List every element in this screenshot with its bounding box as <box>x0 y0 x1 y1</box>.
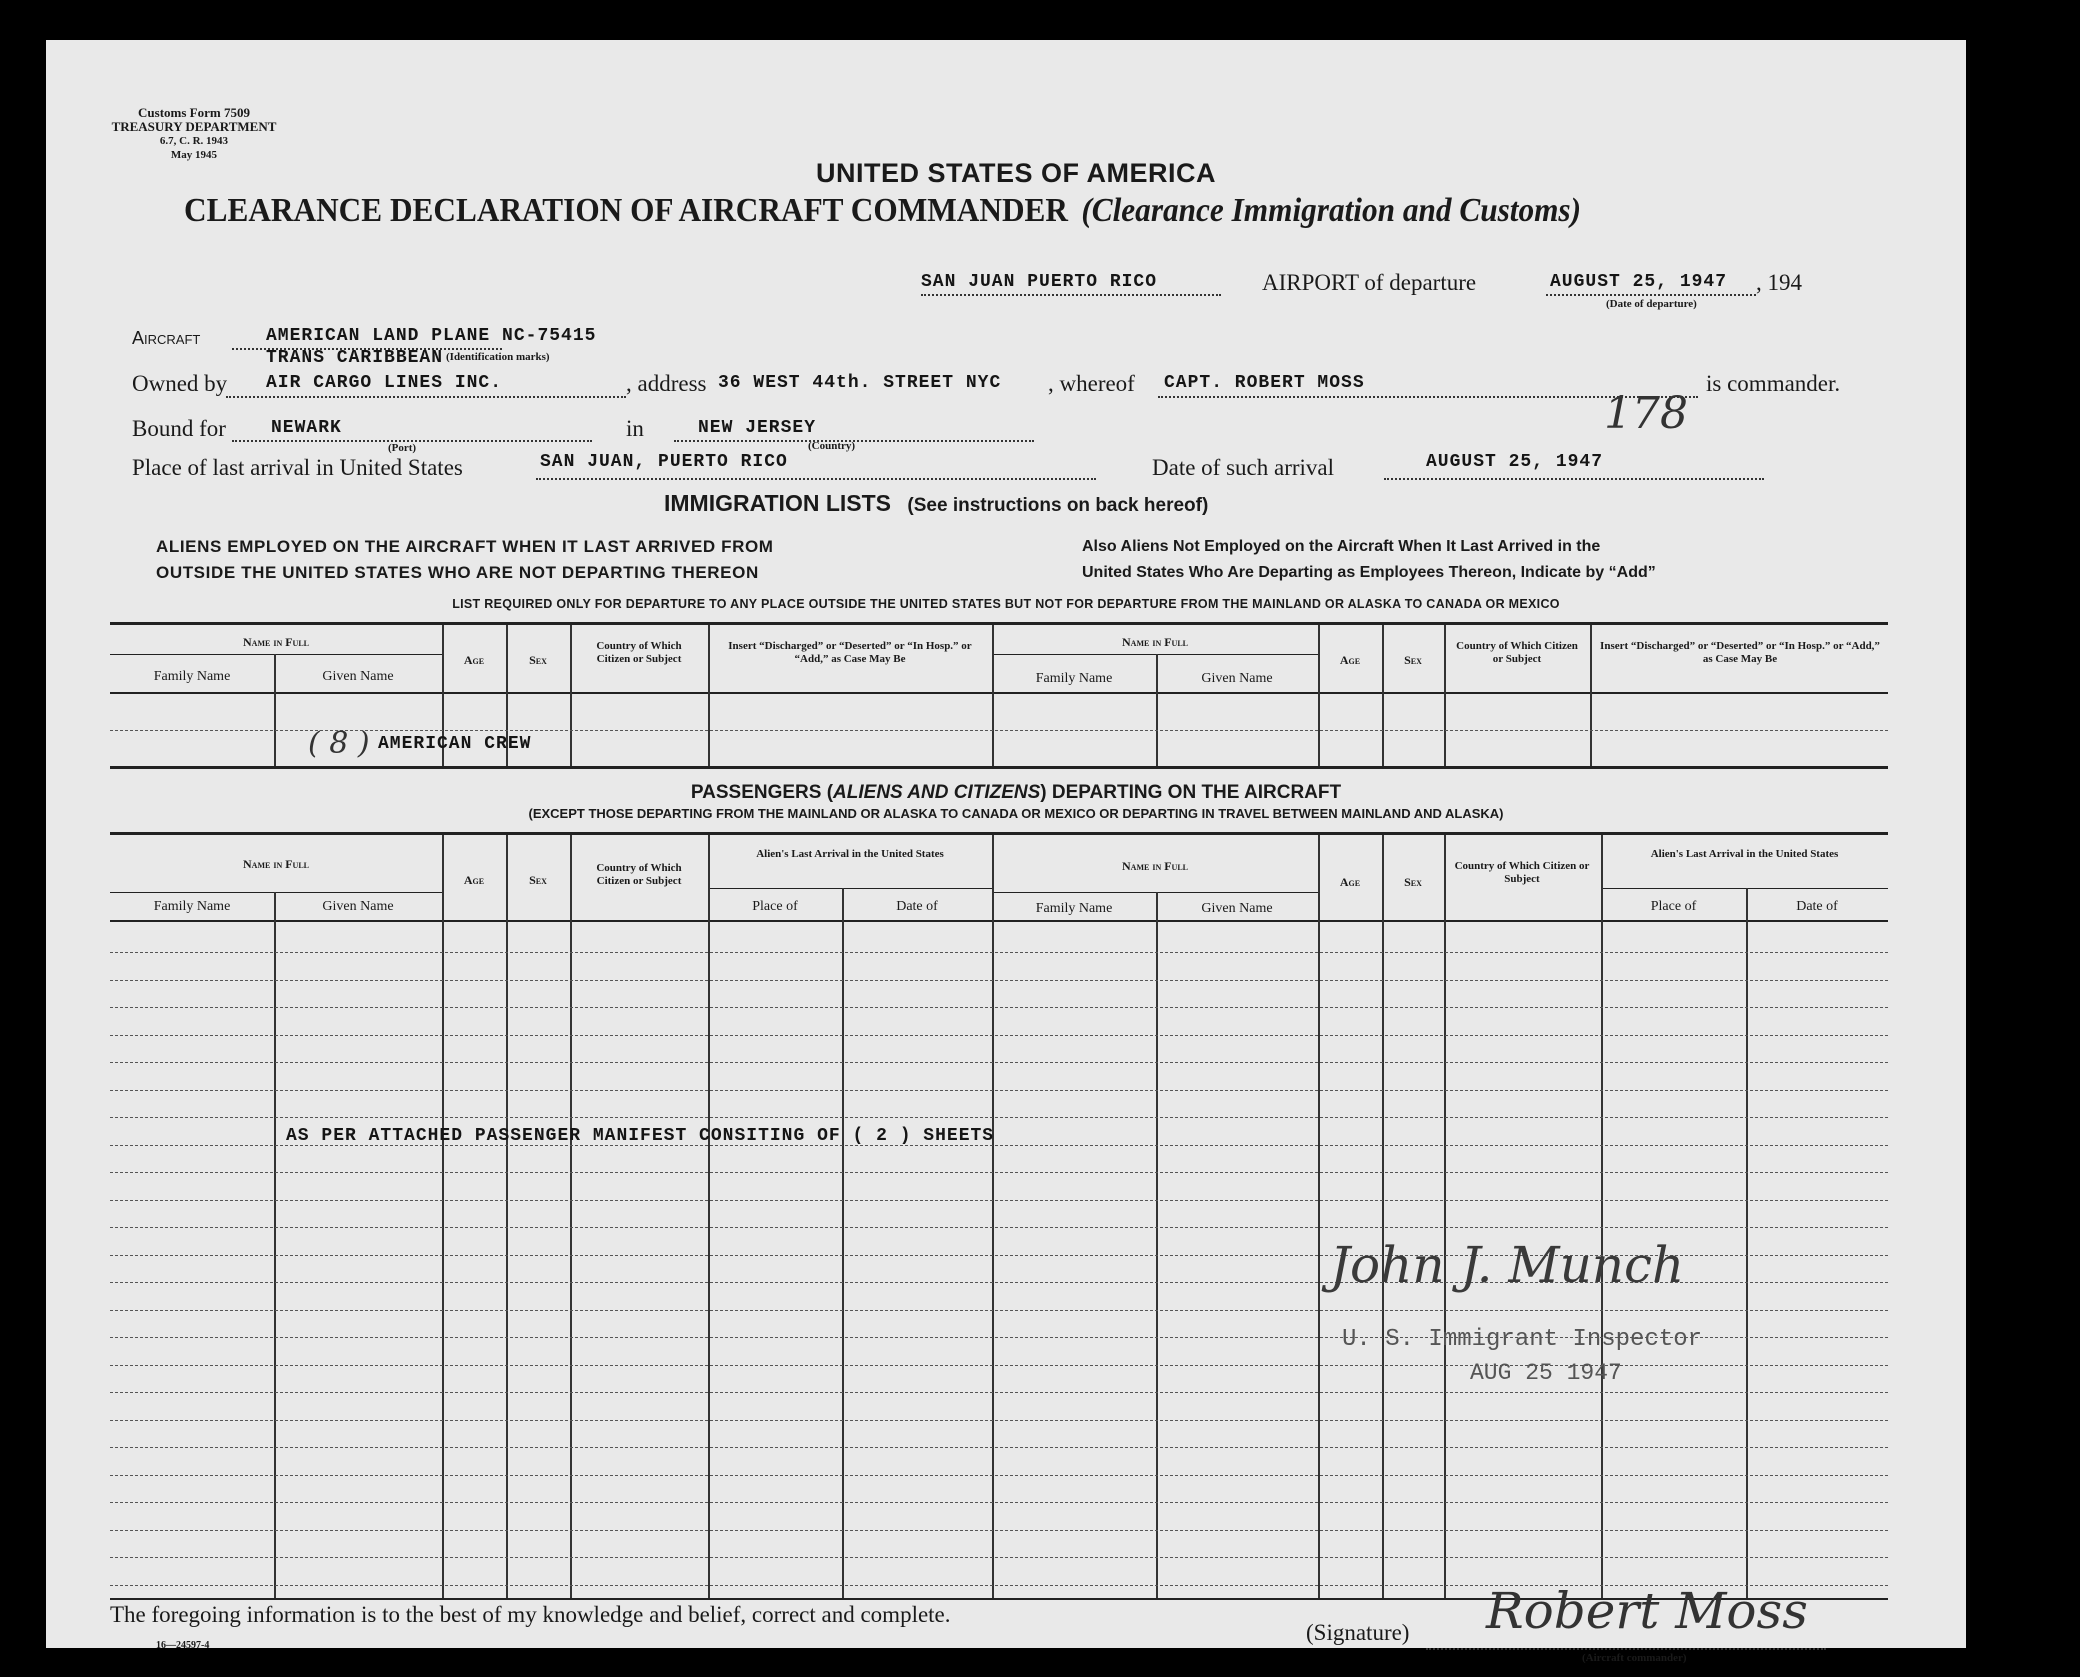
owner-address: 36 WEST 44th. STREET NYC <box>718 373 1002 393</box>
commander-signature: Robert Moss <box>1486 1582 1808 1640</box>
crew-family-name-right: Family Name <box>1035 671 1113 686</box>
aliens-not-employed-heading <box>1082 534 1656 586</box>
passenger-row-line <box>110 980 1888 981</box>
inspector-signature: John J. Munch <box>1330 1236 1685 1294</box>
passenger-name-in-full-right: Name in Full <box>1122 859 1188 873</box>
crew-name-in-full: Name in Full <box>243 635 309 649</box>
passenger-row-line <box>110 1062 1888 1063</box>
immigration-lists-title <box>664 490 1208 517</box>
passenger-row-line <box>110 1475 1888 1476</box>
whereof-label: , whereof <box>1048 371 1135 396</box>
aliens-employed-line-2: OUTSIDE THE UNITED STATES WHO ARE NOT DEPARTING THEREON <box>156 563 759 582</box>
passenger-row-line <box>110 1227 1888 1228</box>
crew-age-right: Age <box>1339 653 1361 667</box>
certification-statement: The foregoing information is to the best of my knowledge and belief, correct and complete. <box>110 1602 951 1627</box>
passenger-given-name-right: Given Name <box>1201 901 1273 916</box>
immigration-title: IMMIGRATION LISTS <box>664 490 892 516</box>
document-page <box>46 40 1966 1664</box>
bound-port: NEWARK <box>271 418 342 438</box>
aliens-employed-heading <box>156 534 774 586</box>
aircraft-operator: TRANS CARIBBEAN <box>266 348 444 368</box>
passenger-entry: AS PER ATTACHED PASSENGER MANIFEST CONSITING OF ( 2 ) SHEETS <box>286 1126 995 1146</box>
document-title <box>184 192 1581 230</box>
crew-name-in-full-right: Name in Full <box>1122 635 1188 649</box>
crew-sex: Sex <box>529 653 547 667</box>
port-caption: (Port) <box>388 442 417 454</box>
crew-given-name: Given Name <box>322 669 394 684</box>
passenger-row-line <box>110 1035 1888 1036</box>
passenger-given-name: Given Name <box>322 899 394 914</box>
passenger-date-of: Date of <box>896 899 938 914</box>
form-header <box>94 106 294 162</box>
airport-label: AIRPORT of departure <box>1262 270 1477 295</box>
passenger-country-right: Country of Which Citizen or Subject <box>1454 860 1590 885</box>
inspector-stamp-date: AUG 25 1947 <box>1470 1360 1622 1386</box>
last-arrival-label: Place of last arrival in United States <box>132 455 463 480</box>
passenger-row-line <box>110 1172 1888 1173</box>
arrival-date: AUGUST 25, 1947 <box>1426 452 1604 472</box>
passenger-row-line <box>110 1310 1888 1311</box>
aliens-not-employed-line-1: Also Aliens Not Employed on the Aircraft When It Last Arrived in the <box>1082 538 1601 555</box>
page-number: 178 <box>1604 388 1688 439</box>
crew-family-name: Family Name <box>153 669 231 684</box>
commander-name: CAPT. ROBERT MOSS <box>1164 373 1365 393</box>
passenger-row-line <box>110 1447 1888 1448</box>
passenger-row-line <box>110 952 1888 953</box>
last-arrival-place: SAN JUAN, PUERTO RICO <box>540 452 788 472</box>
crew-insert-status-right: Insert “Discharged” or “Deserted” or “In Hosp.” or “Add,” as Case May Be <box>1600 640 1880 665</box>
owned-by-label: Owned by <box>132 371 228 396</box>
signature-caption: (Aircraft commander) <box>1582 1652 1687 1664</box>
country-heading: UNITED STATES OF AMERICA <box>816 158 1216 188</box>
commander-suffix: is commander. <box>1706 371 1841 396</box>
passenger-last-arrival: Alien's Last Arrival in the United States <box>756 848 944 860</box>
passenger-sex: Sex <box>529 873 547 887</box>
aircraft-caption: (Identification marks) <box>446 351 550 363</box>
passenger-sex-right: Sex <box>1404 875 1422 889</box>
aircraft-identification: AMERICAN LAND PLANE NC-75415 <box>266 326 597 346</box>
departure-date: AUGUST 25, 1947 <box>1550 272 1728 292</box>
country-caption: (Country) <box>808 440 856 452</box>
crew-insert-status: Insert “Discharged” or “Deserted” or “In Hosp.” or “Add,” as Case May Be <box>728 640 972 665</box>
crew-count: ( 8 ) <box>308 726 370 761</box>
passenger-place-of: Place of <box>752 899 798 914</box>
form-number: Customs Form 7509 <box>138 105 250 120</box>
crew-country: Country of Which Citizen or Subject <box>596 640 682 665</box>
passenger-row-line <box>110 1557 1888 1558</box>
form-department: TREASURY DEPARTMENT <box>111 119 277 134</box>
passenger-row-line <box>110 1200 1888 1201</box>
bound-country: NEW JERSEY <box>698 418 817 438</box>
passenger-family-name: Family Name <box>153 899 231 914</box>
crew-age: Age <box>463 653 485 667</box>
departure-year: , 194 <box>1756 270 1802 295</box>
list-required-note: LIST REQUIRED ONLY FOR DEPARTURE TO ANY PLACE OUTSIDE THE UNITED STATES BUT NOT FOR DEPARTURE FROM THE MAINLAND OR ALASKA TO CANADA OR MEXICO <box>452 597 1560 611</box>
aliens-employed-line-1: ALIENS EMPLOYED ON THE AIRCRAFT WHEN IT LAST ARRIVED FROM <box>156 537 774 556</box>
title-subtitle: (Clearance Immigration and Customs) <box>1081 192 1582 229</box>
inspector-title: U. S. Immigrant Inspector <box>1342 1326 1703 1353</box>
passenger-row-line <box>110 1090 1888 1091</box>
arrival-date-label: Date of such arrival <box>1152 455 1335 480</box>
in-label: in <box>626 416 644 441</box>
form-regulation: 6.7, C. R. 1943 <box>159 135 229 147</box>
bound-for-label: Bound for <box>132 416 226 441</box>
passenger-country: Country of Which Citizen or Subject <box>596 862 682 887</box>
passengers-title-pre: PASSENGERS ( <box>690 782 834 803</box>
passenger-age-right: Age <box>1339 875 1361 889</box>
passengers-title <box>46 782 1966 804</box>
passenger-row-line <box>110 1530 1888 1531</box>
crew-entry: AMERICAN CREW <box>378 734 532 754</box>
owner-name: AIR CARGO LINES INC. <box>266 373 503 393</box>
passenger-family-name-right: Family Name <box>1035 901 1113 916</box>
passenger-row-line <box>110 1392 1888 1393</box>
title-main: CLEARANCE DECLARATION OF AIRCRAFT COMMANDER <box>184 192 1068 229</box>
departure-airport: SAN JUAN PUERTO RICO <box>921 272 1158 292</box>
passenger-age: Age <box>463 873 485 887</box>
passengers-subtitle: (EXCEPT THOSE DEPARTING FROM THE MAINLAND OR ALASKA TO CANADA OR MEXICO OR DEPARTING IN TRAVEL BETWEEN MAINLAND AND ALASKA) <box>528 806 1504 821</box>
immigration-note: (See instructions on back hereof) <box>907 495 1209 516</box>
form-date: May 1945 <box>170 149 218 161</box>
passenger-last-arrival-right: Alien's Last Arrival in the United States <box>1650 848 1839 860</box>
passenger-row-line <box>110 1502 1888 1503</box>
print-code: 16—24597-4 <box>156 1640 210 1651</box>
passenger-row-line <box>110 1007 1888 1008</box>
passenger-date-of-right: Date of <box>1796 899 1838 914</box>
aliens-not-employed-line-2: United States Who Are Departing as Employees Thereon, Indicate by “Add” <box>1082 564 1656 581</box>
crew-sex-right: Sex <box>1404 653 1422 667</box>
signature-label: (Signature) <box>1306 1620 1410 1645</box>
passenger-row-line <box>110 1420 1888 1421</box>
aircraft-label: Aircraft <box>132 328 201 348</box>
passenger-row-line <box>110 1117 1888 1118</box>
passenger-name-in-full: Name in Full <box>243 857 309 871</box>
address-label: , address <box>626 371 707 396</box>
crew-given-name-right: Given Name <box>1201 671 1273 686</box>
crew-country-right: Country of Which Citizen or Subject <box>1456 640 1578 665</box>
passenger-place-of-right: Place of <box>1650 899 1697 914</box>
passengers-title-post: ) DEPARTING ON THE AIRCRAFT <box>1040 782 1342 803</box>
departure-date-caption: (Date of departure) <box>1606 298 1697 310</box>
passengers-title-em: ALIENS AND CITIZENS <box>833 782 1041 803</box>
